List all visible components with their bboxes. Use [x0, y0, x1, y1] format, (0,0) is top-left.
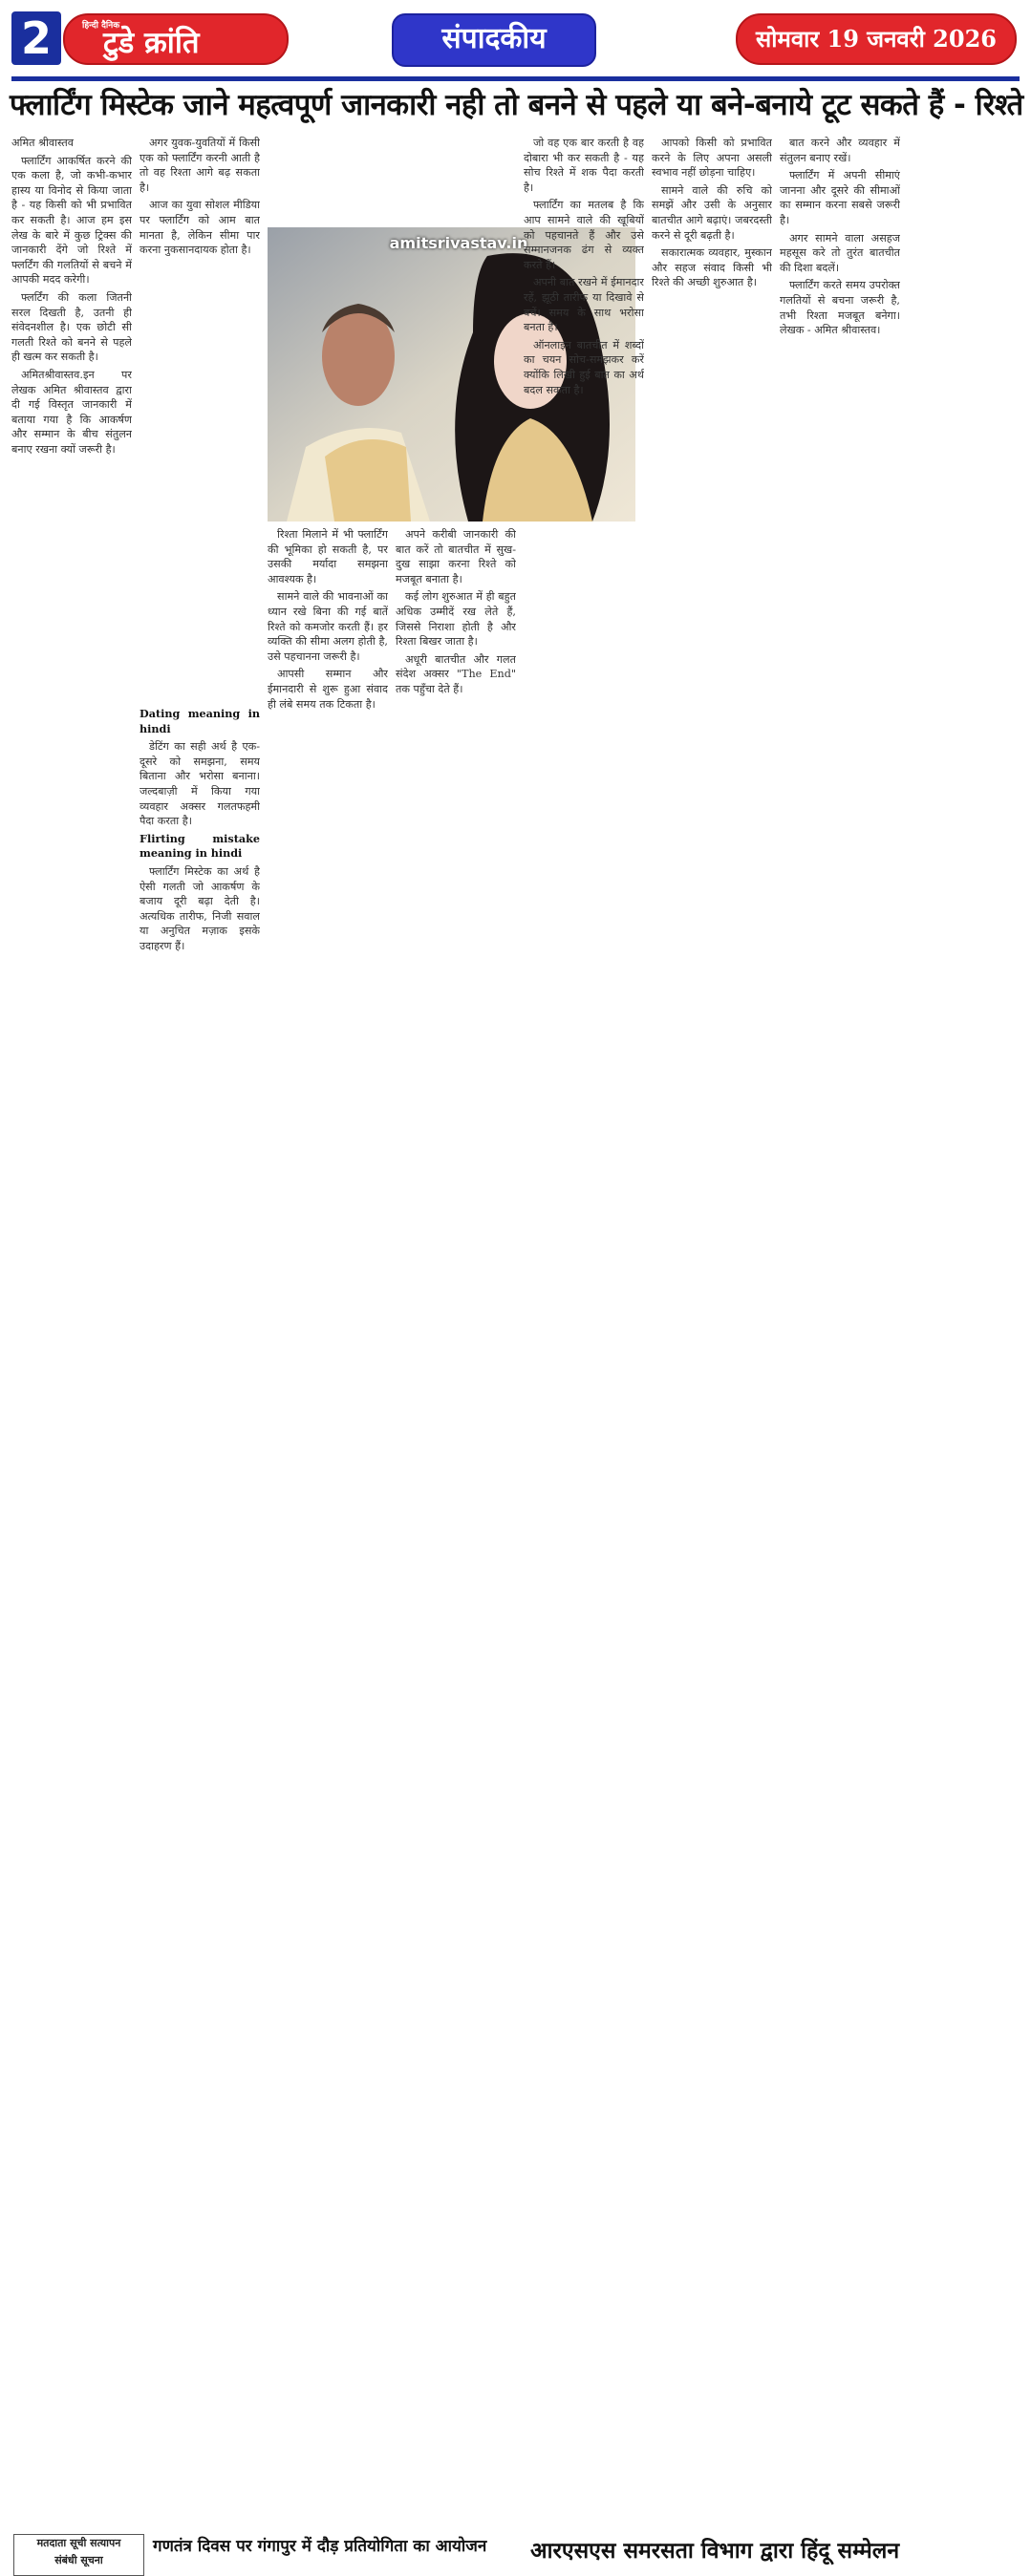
- masthead: [0, 0, 1031, 91]
- issue-date: सोमवार 19 जनवरी 2026: [736, 13, 1017, 65]
- notice-line-2: संबंधी सूचना: [54, 2554, 103, 2566]
- paragraph: ऑनलाइन बातचीत में शब्दों का चयन सोच-समझकर करें क्योंकि लिखी हुई बात का अर्थ बदल सकता है।: [524, 338, 644, 396]
- subheading: Flirting mistake meaning in hindi: [140, 831, 260, 861]
- article-column-1: [11, 136, 132, 1263]
- notice-line-1: मतदाता सूची सत्यापन: [36, 2537, 121, 2549]
- masthead-rule: [11, 76, 1020, 81]
- news-headline-rss: आरएसएस समरसता विभाग द्वारा हिंदू सम्मेलन: [530, 2539, 900, 2564]
- paragraph: फ्लार्टिंग करते समय उपरोक्त गलतियों से बचना जरूरी है, तभी रिश्ता मजबूत बनेगा। लेखक - अमित श्रीवास्तव।: [780, 279, 900, 337]
- paragraph: अगर सामने वाला असहज महसूस करे तो तुरंत बातचीत की दिशा बदलें।: [780, 231, 900, 274]
- news-headline-gangapur: गणतंत्र दिवस पर गंगापुर में दौड़ प्रतियोगिता का आयोजन: [153, 2537, 487, 2556]
- paragraph: बात करने और व्यवहार में संतुलन बनाए रखें।: [780, 137, 900, 164]
- photo-watermark: amitsrivastav.in: [389, 234, 528, 252]
- paragraph: जो वह एक बार करती है वह दोबारा भी कर सकती है - यह सोच रिश्ते में शक पैदा करती है।: [524, 137, 644, 194]
- article-column-3: [268, 527, 388, 1263]
- paragraph: फ्लार्टिंग मिस्टेक का अर्थ है ऐसी गलती जो आकर्षण के बजाय दूरी बढ़ा देती है। अत्यधिक तारीफ, निजी सवाल या अनुचित मज़ाक इसके उदाहरण हैं।: [140, 864, 260, 952]
- paragraph: आपसी सम्मान और ईमानदारी से शुरू हुआ संवाद ही लंबे समय तक टिकता है।: [268, 668, 388, 711]
- notice-box: [13, 2534, 144, 2576]
- paragraph: फ्लार्टिंग आकर्षित करने की एक कला है, जो कभी-कभार हास्य या विनोद से किया जाता है - यह किसी को भी प्रभावित कर सकती है। आज हम इस लेख के बारे में कुछ ट्रिक्स की जानकारी देंगे जो रिश्ते में फ्लर्टिंग की गलतियों से बचने में आपकी मदद करेगी।: [11, 154, 132, 287]
- paper-tagline: हिन्दी दैनिक: [82, 21, 120, 31]
- paragraph: आज का युवा सोशल मीडिया पर फ्लार्टिंग को आम बात मानता है, लेकिन सीमा पार करना नुकसानदायक होता है।: [140, 199, 260, 257]
- article-column-4: [396, 527, 516, 1263]
- page-number: 2: [11, 11, 61, 65]
- article-column-8: [908, 136, 1020, 1263]
- paragraph: सकारात्मक व्यवहार, मुस्कान और सहज संवाद किसी भी रिश्ते की अच्छी शुरुआत है।: [652, 246, 772, 289]
- paragraph: रिश्ता मिलाने में भी फ्लार्टिंग की भूमिका हो सकती है, पर उसकी मर्यादा समझना आवश्यक है।: [268, 528, 388, 585]
- paragraph: अगर युवक-युवतियों में किसी एक को फ्लार्टिंग करनी आती है तो वह रिश्ता आगे बढ़ सकता है।: [140, 137, 260, 194]
- paragraph: आपको किसी को प्रभावित करने के लिए अपना असली स्वभाव नहीं छोड़ना चाहिए।: [652, 137, 772, 180]
- article-column-2-lower: [140, 707, 260, 1261]
- article-column-7: [780, 136, 900, 1263]
- paragraph: फ्लार्टिंग का मतलब है कि आप सामने वाले की खूबियों को पहचानते हैं और उसे सम्मानजनक ढंग से व्यक्त करते हैं।: [524, 199, 644, 271]
- paper-logo: [63, 13, 289, 65]
- paragraph: कई लोग शुरुआत में ही बहुत अधिक उम्मीदें रख लेते हैं, जिससे निराशा होती है और रिश्ता बिखर जाता है।: [396, 590, 516, 649]
- byline: अमित श्रीवास्तव: [11, 137, 74, 149]
- paragraph: फ्लर्टिंग की कला जितनी सरल दिखती है, उतनी ही संवेदनशील है। एक छोटी सी गलती रिश्ते को बनने से पहले ही खत्म कर सकती है।: [11, 290, 132, 364]
- paragraph: अपनी बात रखने में ईमानदार रहें, झूठी तारीफ या दिखावे से बचें। समय के साथ भरोसा बनता है।: [524, 276, 644, 334]
- paragraph: सामने वाले की भावनाओं का ध्यान रखे बिना की गई बातें रिश्ते को कमजोर करती हैं। हर व्यक्ति की सीमा अलग होती है, उसे पहचानना जरूरी है।: [268, 590, 388, 663]
- paragraph: सामने वाले की रुचि को समझें और उसी के अनुसार बातचीत आगे बढ़ाएं। जबरदस्ती करने से दूरी बढ़ती है।: [652, 183, 772, 242]
- article-column-6: [652, 136, 772, 1263]
- paragraph: अधूरी बातचीत और गलत संदेश अक्सर "The End" तक पहुँचा देते हैं।: [396, 652, 516, 695]
- paragraph: अपने करीबी जानकारी की बात करें तो बातचीत में सुख-दुख साझा करना रिश्ते को मजबूत बनाता है।: [396, 528, 516, 585]
- subheading: Dating meaning in hindi: [140, 707, 260, 735]
- paper-name: टुडे क्रांति: [103, 26, 200, 60]
- article-column-2: [140, 136, 260, 699]
- section-label: संपादकीय: [392, 13, 596, 67]
- paragraph: फ्लार्टिंग में अपनी सीमाएं जानना और दूसरे की सीमाओं का सम्मान करना सबसे जरूरी है।: [780, 169, 900, 226]
- bottom-strip: [0, 1266, 1031, 2566]
- paragraph: डेटिंग का सही अर्थ है एक-दूसरे को समझना, समय बिताना और भरोसा बनाना। जल्दबाज़ी में किया गया व्यवहार अक्सर गलतफहमी पैदा करता है।: [140, 740, 260, 828]
- paragraph: अमितश्रीवास्तव.इन पर लेखक अमित श्रीवास्तव द्वारा दी गई विस्तृत जानकारी में बताया गया है कि आकर्षण और सम्मान के बीच संतुलन बनाए रखना क्यों जरूरी है।: [11, 368, 132, 456]
- article-column-5: [524, 136, 644, 1263]
- article-headline: फ्लार्टिंग मिस्टेक जाने महत्वपूर्ण जानकारी नही तो बनने से पहले या बने-बनाये टूट सकते हैं - रिश्ते: [10, 88, 1023, 122]
